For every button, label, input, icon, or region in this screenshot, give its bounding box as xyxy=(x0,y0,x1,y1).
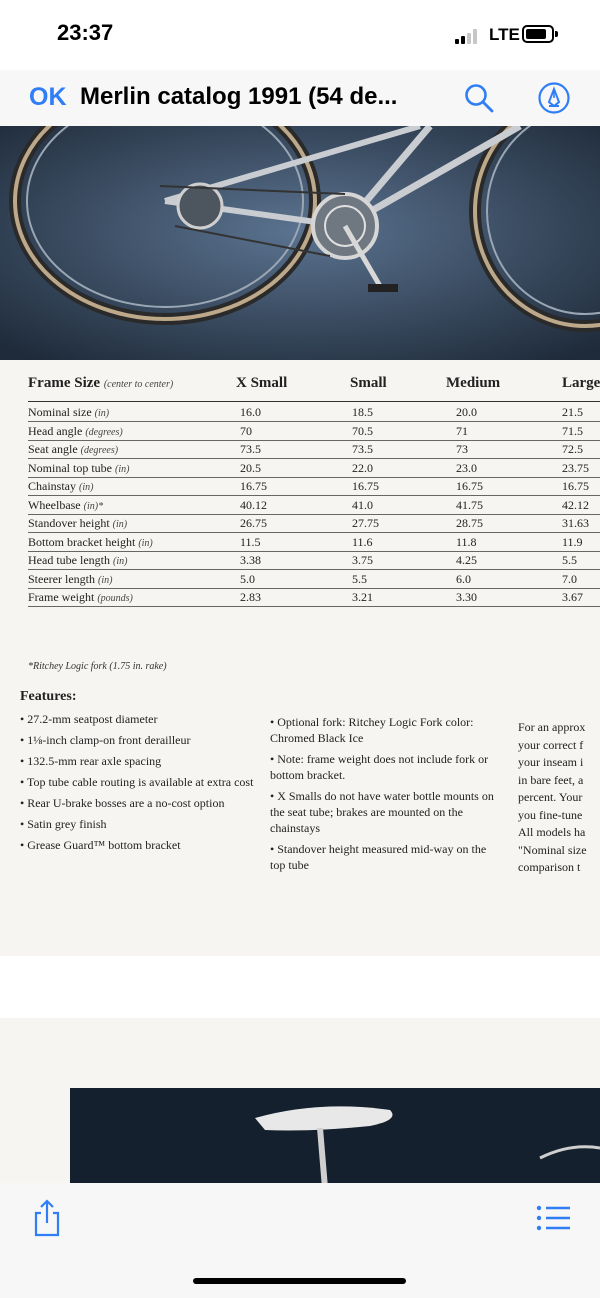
row-unit: (in) xyxy=(115,463,130,475)
table-cell: 2.83 xyxy=(240,590,261,604)
row-label xyxy=(28,516,127,531)
table-cell: 73 xyxy=(456,442,468,456)
feature-item: • 27.2-mm seatpost diameter xyxy=(20,712,158,726)
list-icon[interactable] xyxy=(536,1204,570,1232)
table-cell: 41.0 xyxy=(352,497,373,512)
row-unit: (in) xyxy=(112,519,128,530)
feature-item: • Optional fork: Ritchey Logic Fork color: Chromed Black Ice xyxy=(270,715,474,745)
table-cell: 70 xyxy=(240,423,252,438)
feature-item: • Grease Guard™ bottom bracket xyxy=(20,838,181,852)
table-cell: 20.5 xyxy=(240,460,261,475)
feature-item: • Note: frame weight does not include fork or bottom bracket. xyxy=(270,752,489,782)
table-cell: 3.30 xyxy=(456,590,477,604)
features-column-2 xyxy=(270,714,495,878)
table-cell: 3.38 xyxy=(240,553,261,567)
row-unit: (degrees) xyxy=(80,445,119,456)
table-cell: 5.5 xyxy=(352,571,367,586)
feature-item: • X Smalls do not have water bottle mounts on the seat tube; brakes are mounted on the chainstays xyxy=(270,789,494,835)
column-header: X Small xyxy=(236,375,288,391)
feature-item: For an approx xyxy=(518,720,586,734)
table-row xyxy=(28,422,600,441)
battery-icon xyxy=(522,25,554,43)
table-cell: 16.0 xyxy=(240,405,261,419)
table-row xyxy=(28,588,600,607)
search-icon[interactable] xyxy=(463,82,495,114)
table-header-frame-size xyxy=(28,375,173,392)
table-cell: 72.5 xyxy=(562,442,583,456)
table-cell: 16.75 xyxy=(456,479,483,493)
table-cell: 11.9 xyxy=(562,534,583,549)
table-cell: 70.5 xyxy=(352,423,373,438)
row-label-text: Nominal top tube xyxy=(28,460,112,475)
row-label xyxy=(28,572,112,587)
header-label: Frame Size xyxy=(28,375,101,391)
row-label-text: Head tube length xyxy=(28,553,110,567)
row-label-text: Standover height xyxy=(28,516,110,530)
ok-button[interactable]: OK xyxy=(29,83,67,111)
table-cell: 5.5 xyxy=(562,553,577,567)
row-label-text: Seat angle xyxy=(28,442,78,456)
feature-item: your inseam i xyxy=(518,755,584,769)
table-cell: 16.75 xyxy=(562,479,589,493)
table-cell: 3.21 xyxy=(352,590,373,604)
table-cell: 73.5 xyxy=(352,442,373,456)
row-unit: (in) xyxy=(79,482,94,493)
feature-item: • Standover height measured mid-way on the top tube xyxy=(270,842,487,872)
battery-tip xyxy=(555,31,558,37)
row-label-text: Nominal size xyxy=(28,405,92,419)
row-unit: (in) xyxy=(97,574,113,586)
row-label xyxy=(28,442,118,457)
row-label-text: Chainstay xyxy=(28,479,76,493)
feature-item: in bare feet, a xyxy=(518,772,584,787)
table-cell: 23.0 xyxy=(456,460,477,475)
cellular-signal-icon xyxy=(455,28,483,44)
row-label-text: Wheelbase xyxy=(28,497,81,512)
feature-item: All models ha xyxy=(518,825,586,839)
table-cell: 21.5 xyxy=(562,405,583,419)
feature-item: • Top tube cable routing is available at extra cost xyxy=(20,775,254,789)
table-cell: 73.5 xyxy=(240,442,261,456)
feature-item: you fine-tune xyxy=(518,807,583,822)
table-cell: 11.6 xyxy=(352,534,373,549)
table-footnote: *Ritchey Logic fork (1.75 in. rake) xyxy=(28,661,167,672)
table-cell: 5.0 xyxy=(240,571,255,586)
row-label-text: Frame weight xyxy=(28,590,95,604)
row-unit: (in) xyxy=(112,556,128,567)
table-cell: 3.67 xyxy=(562,590,583,604)
table-row xyxy=(28,459,600,478)
table-cell: 16.75 xyxy=(352,479,379,493)
table-row xyxy=(28,551,600,570)
table-cell: 4.25 xyxy=(456,553,477,567)
table-cell: 28.75 xyxy=(456,516,483,530)
table-cell: 18.5 xyxy=(352,405,373,419)
saddle-photo xyxy=(70,1088,600,1188)
document-page xyxy=(0,126,600,956)
table-cell: 26.75 xyxy=(240,516,267,530)
bicycle-photo xyxy=(0,126,600,360)
document-title: Merlin catalog 1991 (54 de... xyxy=(80,83,398,110)
table-row xyxy=(28,570,600,589)
status-time: 23:37 xyxy=(57,20,114,45)
feature-item: your correct f xyxy=(518,737,584,752)
share-icon[interactable] xyxy=(32,1198,62,1238)
row-label xyxy=(28,590,133,605)
row-label xyxy=(28,405,109,420)
features-heading: Features: xyxy=(20,689,77,704)
row-unit: (in) xyxy=(94,408,110,419)
features-column-3 xyxy=(518,719,600,877)
table-cell: 40.12 xyxy=(240,497,267,512)
row-unit: (pounds) xyxy=(97,593,133,604)
feature-item: • Rear U-brake bosses are a no-cost option xyxy=(20,796,225,810)
table-cell: 20.0 xyxy=(456,405,477,419)
table-cell: 31.63 xyxy=(562,516,589,530)
table-cell: 7.0 xyxy=(562,571,577,586)
table-cell: 3.75 xyxy=(352,553,373,567)
table-cell: 71.5 xyxy=(562,423,583,438)
feature-item: • 132.5-mm rear axle spacing xyxy=(20,754,162,768)
feature-item: "Nominal size xyxy=(518,842,587,857)
row-label xyxy=(28,461,129,476)
row-unit: (degrees) xyxy=(85,426,123,438)
markup-pen-icon[interactable] xyxy=(537,81,571,115)
row-label xyxy=(28,479,93,494)
row-label-text: Bottom bracket height xyxy=(28,534,136,549)
table-cell: 27.75 xyxy=(352,516,379,530)
header-sub: (center to center) xyxy=(103,379,174,390)
table-cell: 6.0 xyxy=(456,571,471,586)
column-header: Medium xyxy=(446,375,501,391)
table-cell: 11.5 xyxy=(240,534,261,549)
status-bar xyxy=(0,0,600,70)
table-row xyxy=(28,440,600,459)
feature-item: percent. Your xyxy=(518,790,583,804)
feature-item: • Satin grey finish xyxy=(20,817,107,831)
row-label-text: Head angle xyxy=(28,423,83,438)
network-type: LTE xyxy=(489,25,520,44)
table-cell: 71 xyxy=(456,423,468,438)
table-row xyxy=(28,477,600,496)
document-page-2 xyxy=(0,1018,600,1188)
table-row xyxy=(28,496,600,515)
table-cell: 42.12 xyxy=(562,497,589,512)
row-unit: (in)* xyxy=(83,500,104,512)
row-label xyxy=(28,424,123,439)
row-label xyxy=(28,535,153,550)
row-unit: (in) xyxy=(138,537,153,549)
table-row xyxy=(28,533,600,552)
column-header: Small xyxy=(350,375,387,391)
table-cell: 23.75 xyxy=(562,460,589,475)
nav-bar xyxy=(0,70,600,126)
table-header-row xyxy=(28,371,600,402)
column-header: Large xyxy=(562,375,600,391)
table-cell: 16.75 xyxy=(240,479,267,493)
table-row xyxy=(28,514,600,533)
feature-item: • 1⅛-inch clamp-on front derailleur xyxy=(20,733,191,747)
table-cell: 11.8 xyxy=(456,534,477,549)
table-cell: 41.75 xyxy=(456,497,483,512)
row-label xyxy=(28,553,127,568)
page-gap xyxy=(0,956,600,1016)
row-label-text: Steerer length xyxy=(28,571,95,586)
features-column-1 xyxy=(20,711,255,858)
table-row xyxy=(28,403,600,422)
table-cell: 22.0 xyxy=(352,460,373,475)
row-label xyxy=(28,498,103,513)
feature-item: comparison t xyxy=(518,860,581,874)
home-indicator[interactable] xyxy=(193,1278,406,1284)
